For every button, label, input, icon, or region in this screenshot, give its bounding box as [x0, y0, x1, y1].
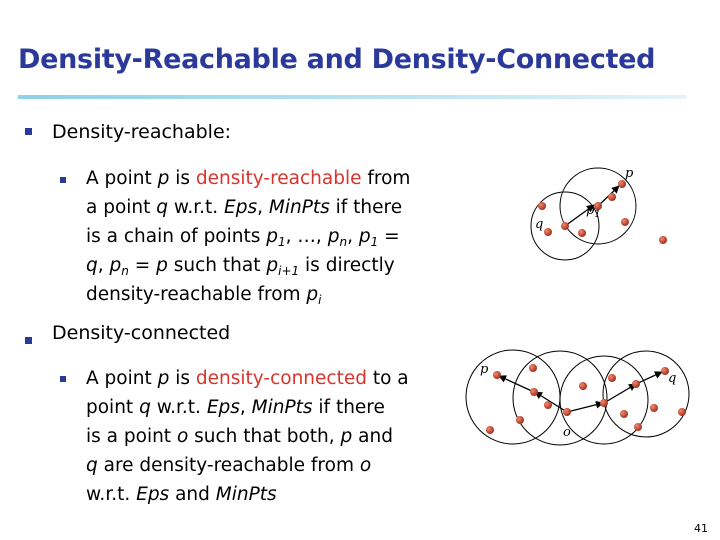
reachability-arrow [535, 392, 567, 412]
page-number: 41 [694, 522, 708, 535]
data-point [578, 229, 586, 237]
reachability-arrow [499, 376, 534, 392]
data-point [544, 401, 552, 409]
reachability-arrow [567, 403, 603, 412]
text-line: A point p is density-reachable from [86, 168, 411, 189]
data-point-o [563, 408, 571, 416]
data-point [544, 228, 552, 236]
section-heading-reachable: Density-reachable: [52, 121, 232, 143]
data-point [538, 202, 546, 210]
data-point [608, 193, 616, 201]
data-point-p [618, 180, 626, 188]
data-point [516, 416, 524, 424]
data-point [600, 399, 608, 407]
label-p: p [480, 362, 489, 377]
text-line: w.r.t. Eps and MinPts [86, 484, 277, 505]
text-line: is a chain of points $p_1$, …, $p_n$, $p_1$ = [86, 226, 400, 249]
data-point [529, 364, 537, 372]
data-point-p [493, 371, 501, 379]
data-point [579, 382, 587, 390]
data-point [632, 380, 640, 388]
label-q: q [668, 371, 677, 386]
data-point [650, 404, 658, 412]
data-point [621, 218, 629, 226]
data-point [608, 374, 616, 382]
label-o: o [563, 425, 571, 440]
reachability-arrow [604, 384, 636, 403]
text-line: A point p is density-connected to a [86, 368, 409, 389]
label-p: p [625, 166, 634, 181]
eps-neighborhood-circle [603, 351, 689, 437]
section-heading-connected: Density-connected [52, 322, 231, 344]
data-point-q [561, 222, 569, 230]
data-point [530, 388, 538, 396]
text-line: is a point o such that both, p and [86, 426, 393, 447]
label-q: q [535, 217, 544, 232]
text-line: density-reachable from $p_i$ [86, 284, 322, 307]
text-line: q are density-reachable from o [86, 455, 372, 476]
reachable-diagram [531, 166, 667, 260]
text-line: a point q w.r.t. Eps, MinPts if there [86, 197, 403, 218]
data-point [620, 410, 628, 418]
text-line: q, $p_n = p$ such that $p_{i+1}$ is directly [86, 255, 395, 278]
data-point [486, 426, 494, 434]
data-point [634, 423, 642, 431]
label-p1: $p_1$ [586, 203, 601, 220]
text-line: point q w.r.t. Eps, MinPts if there [86, 397, 385, 418]
term-density-reachable: density-reachable [195, 168, 362, 189]
term-density-connected: density-connected [195, 368, 367, 389]
connected-diagram [466, 350, 689, 445]
slide-title: Density-Reachable and Density-Connected [18, 44, 656, 75]
data-point [659, 236, 667, 244]
data-point [678, 408, 686, 416]
